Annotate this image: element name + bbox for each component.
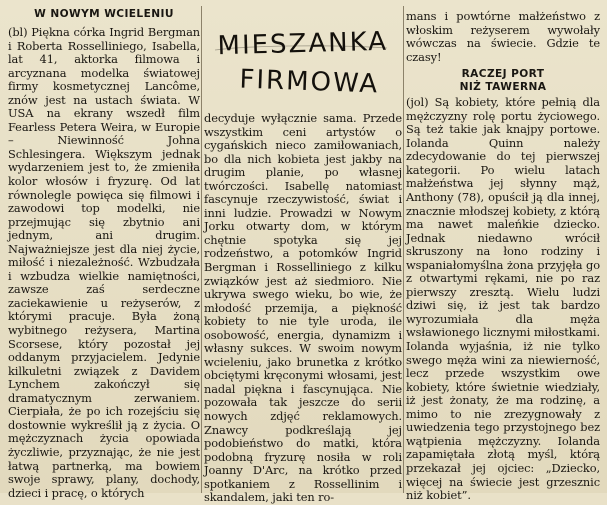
article-3-heading-line-2: NIŻ TAWERNA	[459, 81, 547, 94]
article-3-column	[406, 9, 600, 503]
article-1-column	[8, 25, 200, 500]
article-2-continuation: mans i powtórne małżeństwo z włoskim reżyserem wywołały wówczas na świecie. Gdzie te czasy!	[406, 9, 600, 64]
section-logo	[205, 10, 401, 106]
column-divider	[403, 6, 404, 493]
article-1-heading: W NOWYM WCIELENIU	[34, 8, 174, 20]
section-logo-art	[205, 10, 401, 106]
article-2-column	[204, 111, 402, 505]
logo-line-1: MIESZANKA	[217, 26, 389, 62]
logo-line-2: FIRMOWA	[238, 64, 380, 100]
column-divider	[201, 6, 202, 493]
article-2-body: decyduje wyłącznie sama. Przede wszystkim ceni artystów o cygańskich nieco zamiłowaniach, bo dla nich kobieta jest jakby na drugim planie, po własnej twórczości. Isabellę natomiast fascynuje rzeczywistość, świat i inni ludzie. Prowadzi w Nowym Jorku otwarty dom, w którym chętnie spotyka się jej rodzeństwo, a potomków Ingrid Bergman i Rosselliniego z kilku związków jest aż siedmioro. Nie ukrywa swego wieku, bo wie, że młodość przemija, a piękność kobiety to nie tyle uroda, ile osobowość, energia, dynamizm i własny sukces. W swoim nowym wcieleniu, jako brunetka z krótko obciętymi kręconymi włosami, jest nadal piękna i fascynująca. Nie pozowała tak jeszcze do serii nowych zdjęć reklamowych. Znawcy podkreślają jej podobieństwo do matki, która podobną fryzurę nosiła w roli Joanny D'Arc, na krótko przed spotkaniem z Rossellinim i skandalem, jaki ten ro-	[204, 111, 402, 505]
article-3-body: (jol) Są kobiety, które pełnią dla mężczyzny rolę portu życiowego. Są też takie jak knajpy portowe. Iolanda Quinn należy zdecydowanie do tej pierwszej kategorii. Po wielu latach małżeństwa jej słynny mąż, Anthony (78), opuścił ją dla innej, znacznie młodszej kobiety, z którą ma nawet maleńkie dziecko. Jednak niedawno wrócił skruszony na łono rodziny i wspaniałomyślna żona przyjęła go z otwartymi rękami, nie po raz pierwszy zresztą. Wielu ludzi dziwi się, iż jest tak bardzo wyrozumiała dla męża wsławionego licznymi miłostkami. Iolanda wyjaśnia, iż nie tylko swego męża wini za niewierność, lecz przede wszystkim owe kobiety, które świetnie wiedziały, iż jest żonaty, że ma rodzinę, a mimo to nie zrezygnowały z uwiedzenia tego przystojnego bez wątpienia mężczyzny. Iolanda zapamiętała złotą myśl, którą przekazał jej ojciec: „Dziecko, więcej na świecie jest grzesznic niż kobiet”.	[406, 95, 600, 503]
article-3-heading	[406, 68, 600, 94]
article-1-body: (bl) Piękna córka Ingrid Bergman i Roberta Rosselliniego, Isabella, lat 41, aktorka filmowa i arcyznana modelka światowej firmy kosmetycznej Lancôme, znów jest na ustach świata. W USA na ekrany wszedł film Fearless Petera Weira, w Europie – Niewinność Johna Schlesingera. Większym jednak wydarzeniem jest to, że zmieniła kolor włosów i fryzurę. Od lat równolegle powięca się filmowi i zawodowi top modelki, nie przejmując się zbytnio ani jednym, ani drugim. Najważniejsze jest dla niej życie, miłość i niezależność. Wzbudzała i wzbudza wielkie namiętności, zawsze zaś serdeczne zaciekawienie u reżyserów, z którymi pracuje. Była żoną wybitnego reżysera, Martina Scorsese, który pozostał jej oddanym przyjacielem. Jedynie kilkuletni związek z Davidem Lynchem zakończył się dramatycznym zerwaniem. Cierpiała, że po ich rozejściu się dostownie wykreślił ją z życia. O mężczyznach życia opowiada życzliwie, przyznając, że nie jest łatwą partnerką, ma bowiem swoje sprawy, plany, dochody, dzieci i pracę, o których	[8, 25, 200, 500]
article-3-heading-line-1: RACZEJ PORT	[461, 68, 545, 81]
